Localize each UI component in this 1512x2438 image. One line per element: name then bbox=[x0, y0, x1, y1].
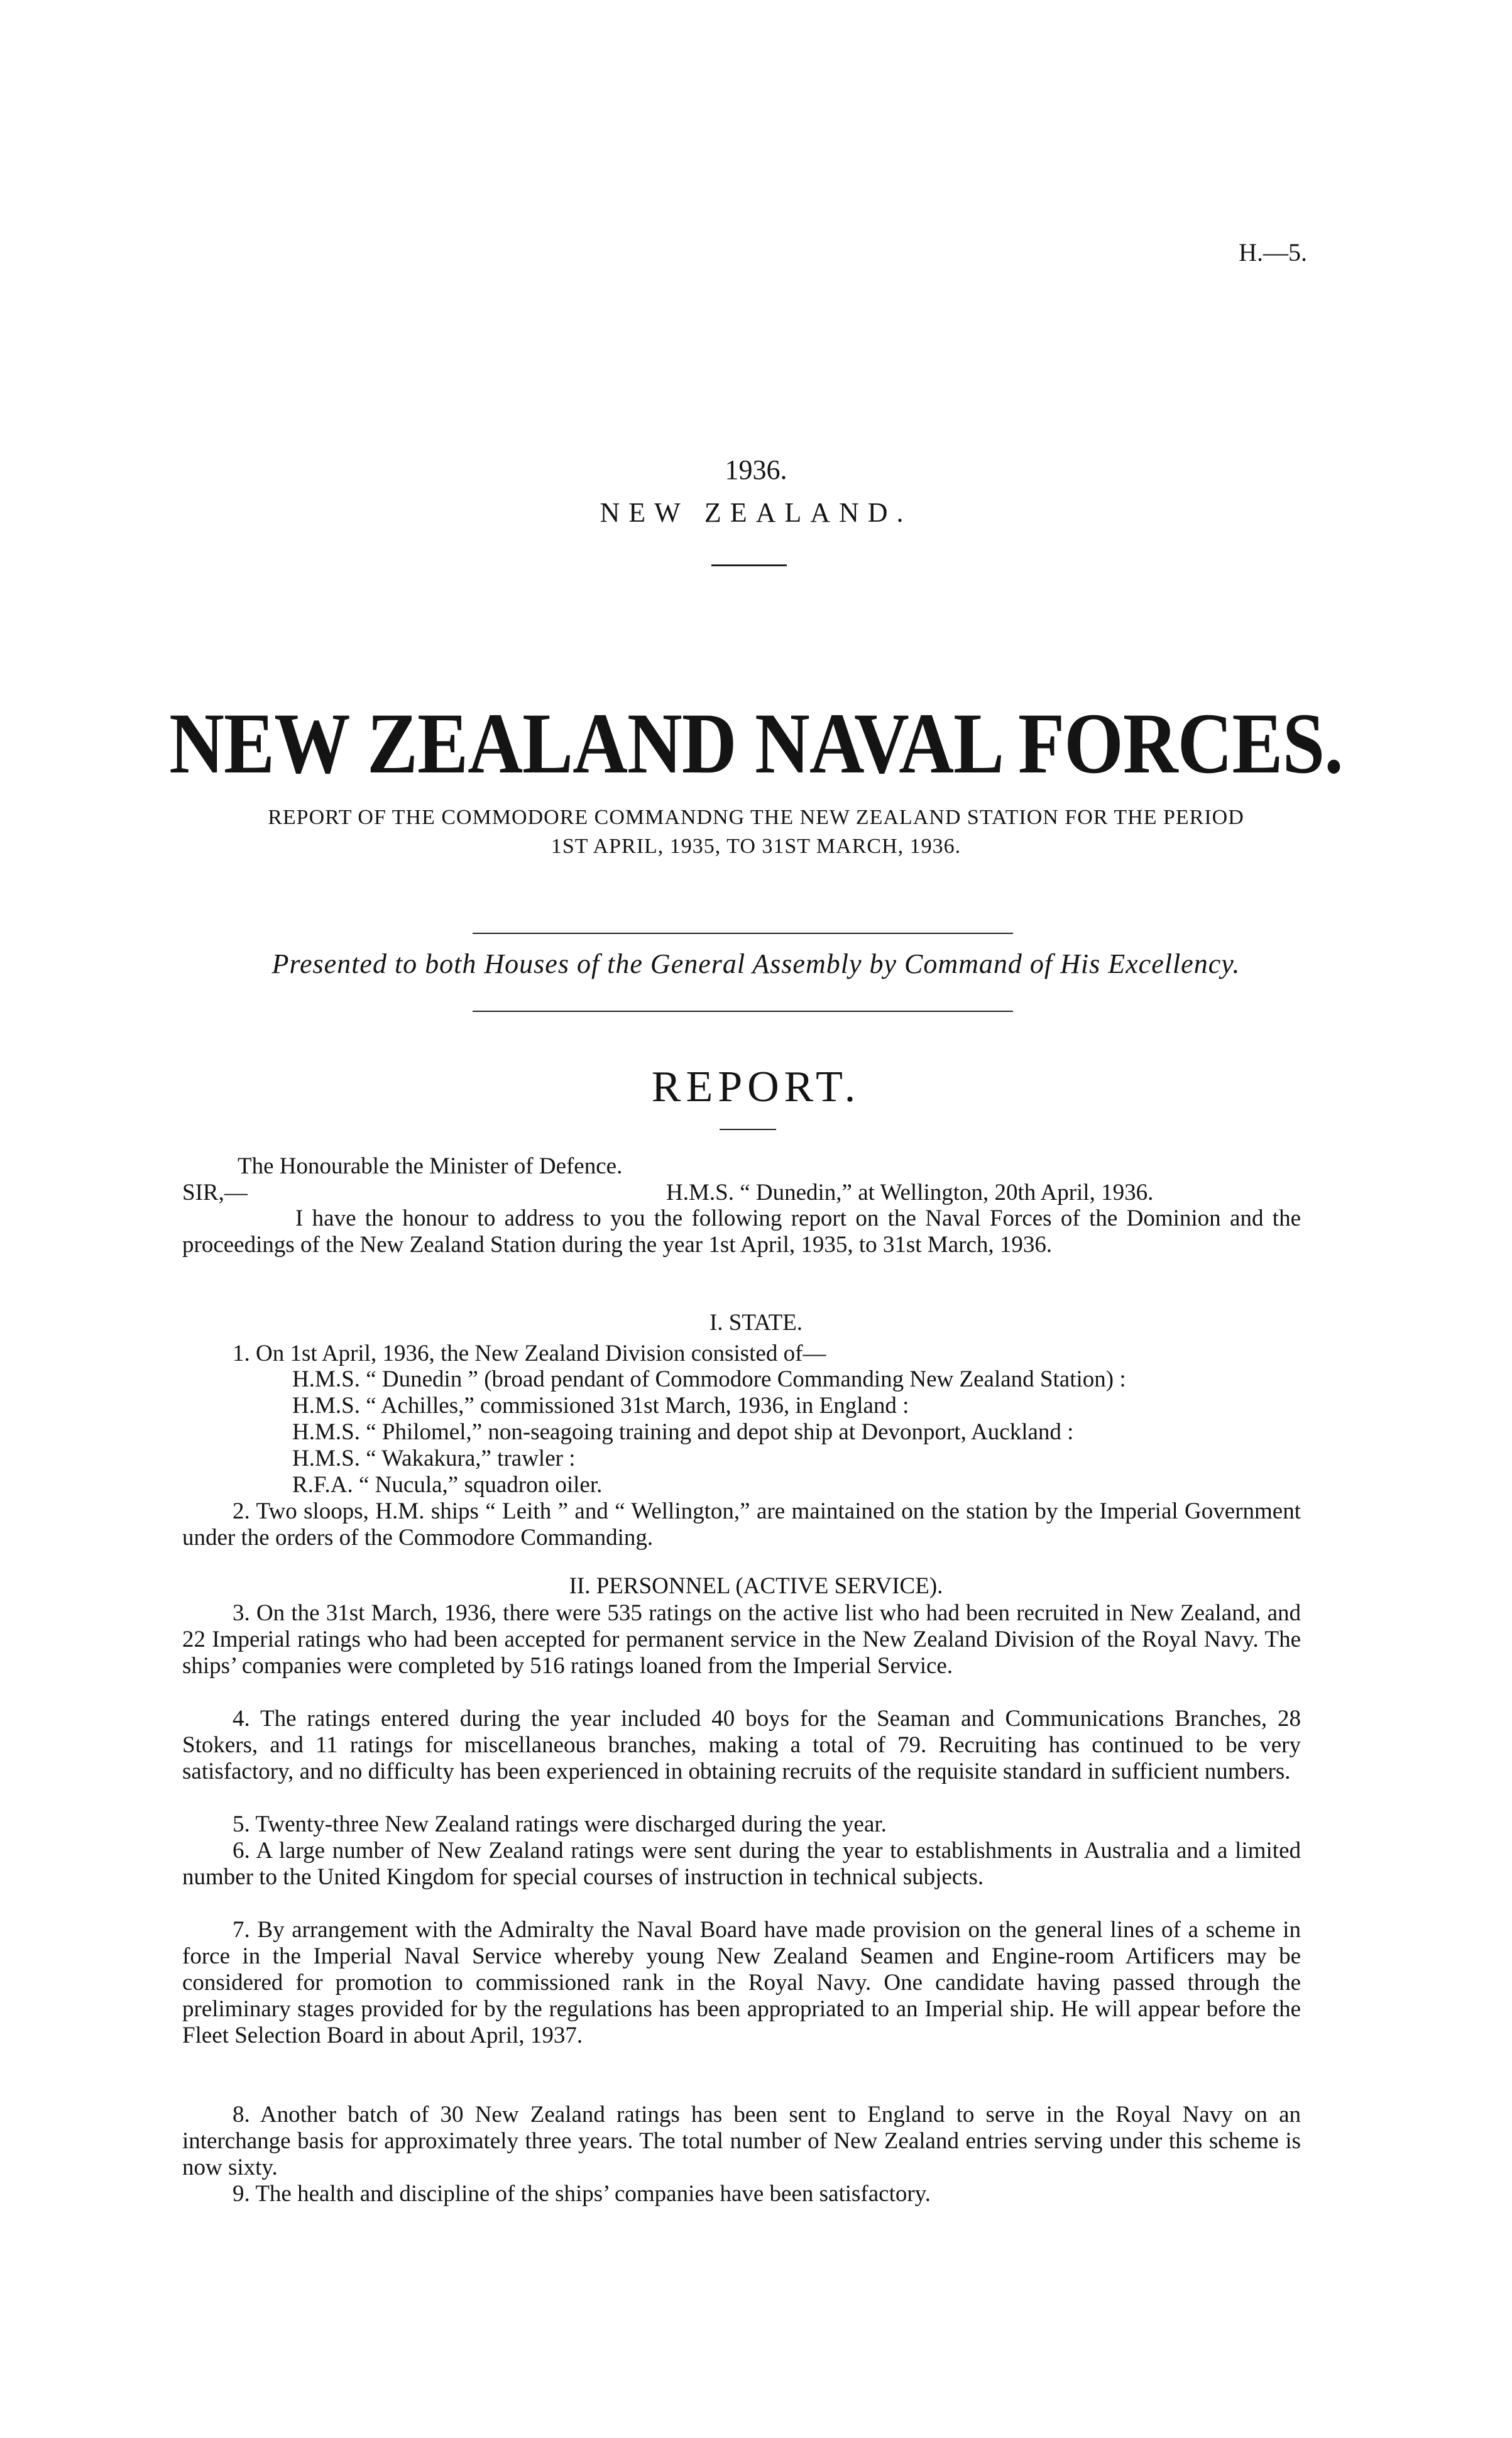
salutation: SIR,— bbox=[182, 1180, 248, 1205]
report-heading-divider bbox=[720, 1129, 776, 1130]
personnel-para7: 7. By arrangement with the Admiralty the Naval Board have made provision on the general lines of a scheme in force in the Imperial Naval Service whereby young New Zealand Seamen and Engine-room Artificers may be considered for promotion to commissioned rank in the Royal Navy. One candidate having passed through the preliminary stages provided for by the regulations has been appropriated to an Imperial ship. He will appear before the Fleet Selection Board in about April, 1937. bbox=[182, 1917, 1301, 2048]
personnel-para9: 9. The health and discipline of the ships’ companies have been satisfactory. bbox=[233, 2181, 931, 2207]
ship-philomel: H.M.S. “ Philomel,” non-seagoing training and depot ship at Devonport, Auckland : bbox=[292, 1419, 1074, 1445]
state-para1-lead: 1. On 1st April, 1936, the New Zealand Division consisted of— bbox=[233, 1341, 826, 1366]
presented-divider-top bbox=[473, 933, 1013, 934]
report-heading: REPORT. bbox=[651, 1063, 861, 1111]
ship-wakakura: H.M.S. “ Wakakura,” trawler : bbox=[292, 1446, 576, 1471]
personnel-para6: 6. A large number of New Zealand ratings were sent during the year to establishments in Australia and a limited number to the United Kingdom for special courses of instruction in technical subjects. bbox=[182, 1838, 1301, 1890]
dateline: H.M.S. “ Dunedin,” at Wellington, 20th April, 1936. bbox=[666, 1180, 1154, 1205]
presented-divider-bottom bbox=[473, 1011, 1013, 1012]
main-title: NEW ZEALAND NAVAL FORCES. bbox=[169, 695, 1343, 791]
ship-dunedin: H.M.S. “ Dunedin ” (broad pendant of Commodore Commanding New Zealand Station) : bbox=[292, 1366, 1126, 1392]
personnel-para5: 5. Twenty-three New Zealand ratings were discharged during the year. bbox=[233, 1811, 887, 1837]
addressee: The Honourable the Minister of Defence. bbox=[238, 1153, 623, 1179]
intro-paragraph: I have the honour to address to you the following report on the Naval Forces of the Dominion and the proceedings of the New Zealand Station during the year 1st April, 1935, to 31st March, 1936. bbox=[182, 1205, 1301, 1258]
ship-nucula: R.F.A. “ Nucula,” squadron oiler. bbox=[292, 1472, 603, 1498]
personnel-para8: 8. Another batch of 30 New Zealand ratings has been sent to England to serve in the Royal Navy on an interchange basis for approximately three years. The total number of New Zealand entries serving under this scheme is now sixty. bbox=[182, 2102, 1301, 2180]
personnel-para4: 4. The ratings entered during the year included 40 boys for the Seaman and Communications Branches, 28 Stokers, and 11 ratings for miscellaneous branches, making a total of 79. Recruiting has continued to be very satisfactory, and no difficulty has been experienced in obtaining recruits of the requisite standard in sufficient numbers. bbox=[182, 1706, 1301, 1784]
report-subtitle-line1: REPORT OF THE COMMODORE COMMANDNG THE NEW ZEALAND STATION FOR THE PERIOD bbox=[268, 806, 1244, 829]
report-subtitle-line2: 1ST APRIL, 1935, TO 31ST MARCH, 1936. bbox=[551, 835, 961, 858]
presented-statement: Presented to both Houses of the General Assembly by Command of His Excellency. bbox=[271, 948, 1241, 979]
report-year: 1936. bbox=[725, 454, 787, 485]
page-reference: H.—5. bbox=[1239, 238, 1307, 266]
personnel-para3: 3. On the 31st March, 1936, there were 535 ratings on the active list who had been recruited in New Zealand, and 22 Imperial ratings who had been accepted for permanent service in the New Zealand Division of the Royal Navy. The ships’ companies were completed by 516 ratings loaned from the Imperial Service. bbox=[182, 1600, 1301, 1679]
ship-achilles: H.M.S. “ Achilles,” commissioned 31st March, 1936, in England : bbox=[292, 1393, 909, 1419]
section-state-heading: I. STATE. bbox=[709, 1310, 803, 1336]
title-divider-short bbox=[711, 564, 787, 566]
country-name: NEW ZEALAND. bbox=[600, 497, 912, 528]
state-para2: 2. Two sloops, H.M. ships “ Leith ” and “ Wellington,” are maintained on the station by the Imperial Government under the orders of the Commodore Commanding. bbox=[182, 1498, 1301, 1551]
section-personnel-heading: II. PERSONNEL (ACTIVE SERVICE). bbox=[569, 1573, 943, 1599]
